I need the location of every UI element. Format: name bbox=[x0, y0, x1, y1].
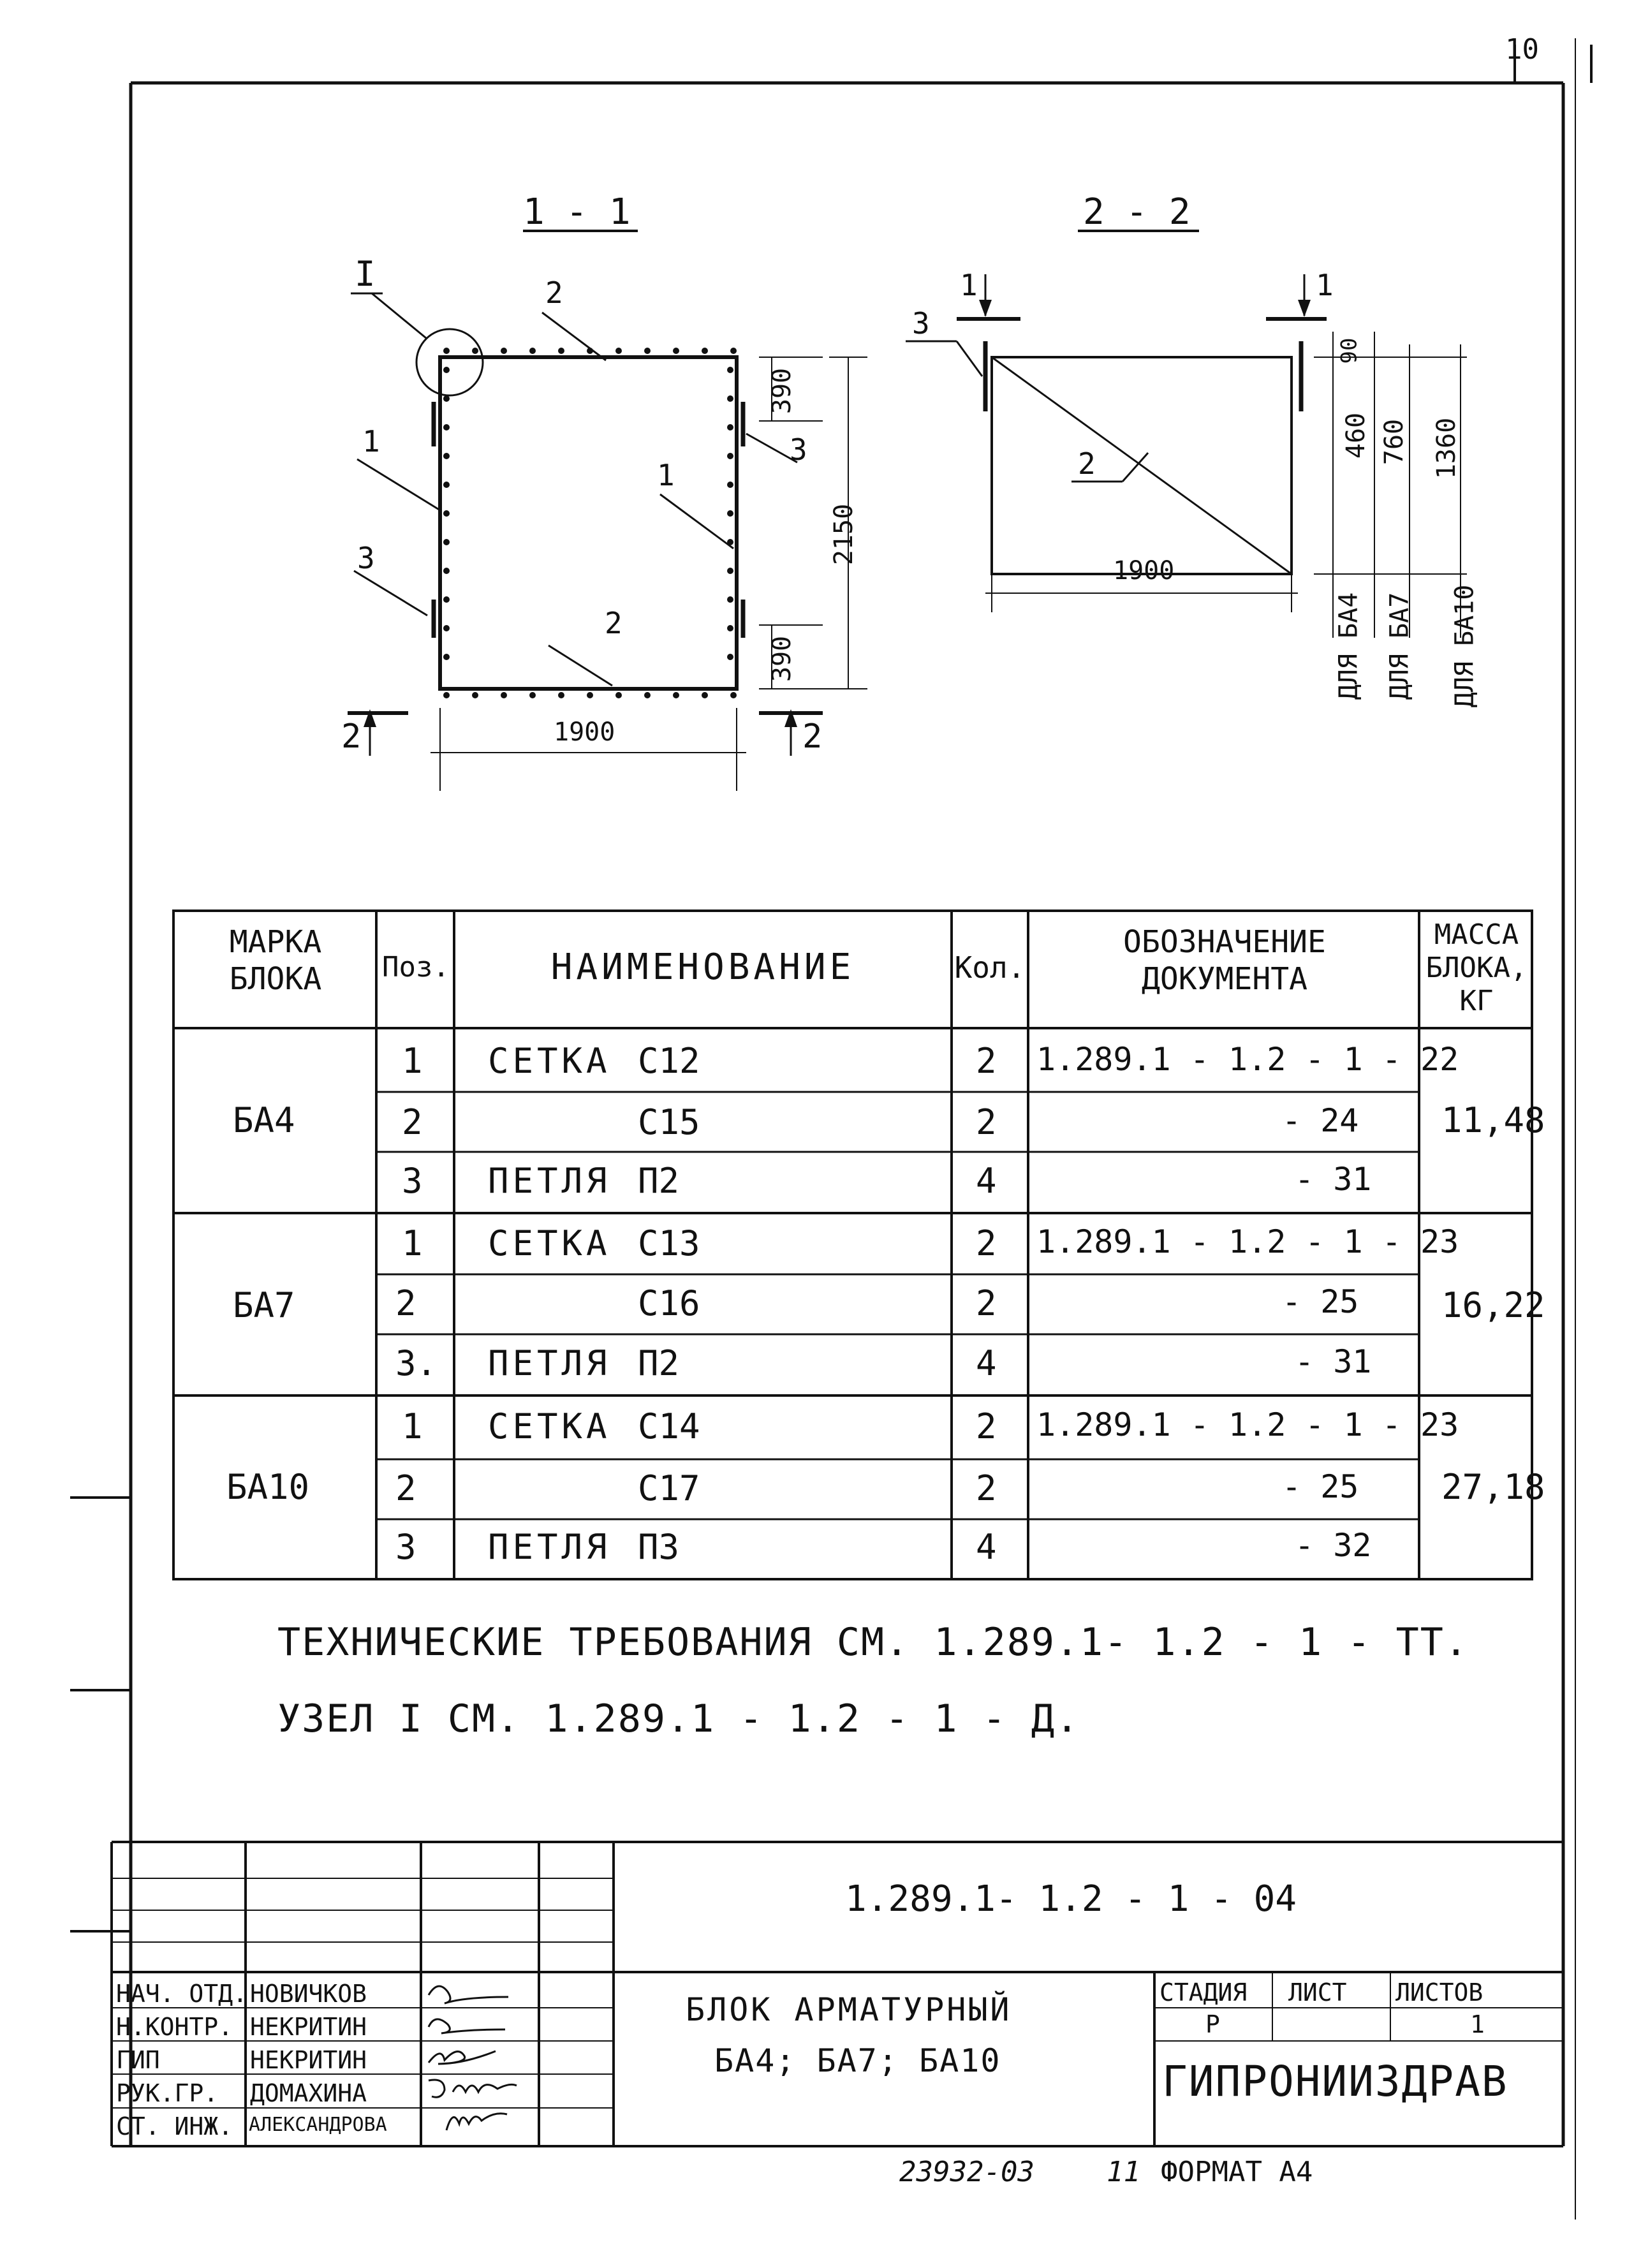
rebar-end bbox=[644, 692, 651, 698]
sheets-label: ЛИСТОВ bbox=[1395, 1978, 1483, 2007]
dim-h2: 460 bbox=[1341, 412, 1371, 459]
row-item: П3 bbox=[638, 1527, 680, 1567]
header-pos: Поз. bbox=[382, 951, 450, 983]
rebar-end bbox=[472, 348, 478, 354]
row-item: С13 bbox=[638, 1223, 700, 1263]
rebar-end bbox=[443, 367, 450, 373]
rebar-end bbox=[727, 568, 733, 574]
block-mark: БА4 bbox=[233, 1100, 295, 1140]
cut-mark: 1 bbox=[960, 268, 978, 302]
row-pos: 3 bbox=[402, 1161, 423, 1201]
row-item: С12 bbox=[638, 1041, 700, 1081]
rebar-end bbox=[443, 654, 450, 660]
rebar-end bbox=[673, 692, 679, 698]
row-qty: 4 bbox=[976, 1527, 997, 1567]
rebar-end bbox=[727, 367, 733, 373]
rebar-end bbox=[443, 692, 450, 698]
rebar-end bbox=[730, 348, 737, 354]
rebar-end bbox=[727, 596, 733, 603]
organization: ГИПРОНИИЗДРАВ bbox=[1162, 2057, 1508, 2106]
rebar-end bbox=[673, 348, 679, 354]
pos-label: 1 bbox=[657, 458, 675, 492]
rebar-end bbox=[727, 510, 733, 517]
row-doc: - 24 bbox=[1282, 1102, 1359, 1139]
rebar-end bbox=[727, 539, 733, 545]
row-item: С16 bbox=[638, 1283, 700, 1323]
dim-width: 1900 bbox=[554, 718, 615, 747]
person-name: ДОМАХИНА bbox=[250, 2079, 367, 2107]
role-label: РУК.ГР. bbox=[116, 2079, 219, 2107]
row-name: ПЕТЛЯ bbox=[488, 1343, 611, 1383]
rebar-end bbox=[644, 348, 651, 354]
header-mass: МАССА БЛОКА, КГ bbox=[1425, 918, 1528, 1017]
row-qty: 2 bbox=[976, 1283, 997, 1323]
header-doc: ОБОЗНАЧЕНИЕ ДОКУМЕНТА bbox=[1123, 924, 1326, 997]
block-mass: 11,48 bbox=[1441, 1100, 1545, 1140]
rebar-end bbox=[443, 568, 450, 574]
role-label: НАЧ. ОТД. bbox=[116, 1980, 247, 2008]
requirement-line: ТЕХНИЧЕСКИЕ ТРЕБОВАНИЯ СМ. 1.289.1- 1.2 - 1 - ТТ. bbox=[277, 1620, 1469, 1665]
row-qty: 4 bbox=[976, 1343, 997, 1383]
row-item: П2 bbox=[638, 1161, 680, 1201]
format-label: ФОРМАТ А4 bbox=[1161, 2156, 1313, 2188]
block-mark: БА10 bbox=[226, 1467, 310, 1507]
row-pos: 2 bbox=[395, 1468, 416, 1508]
row-doc: 1.289.1 - 1.2 - 1 - 23 bbox=[1036, 1406, 1459, 1443]
rebar-end bbox=[443, 395, 450, 402]
rebar-end bbox=[443, 424, 450, 431]
stage-value: Р bbox=[1205, 2010, 1220, 2038]
row-pos: 3 bbox=[395, 1527, 416, 1567]
row-name: ПЕТЛЯ bbox=[488, 1161, 611, 1201]
row-pos: 1 bbox=[402, 1223, 423, 1263]
section-1-title: 1 - 1 bbox=[523, 191, 631, 233]
pos-label: 2 bbox=[1078, 446, 1096, 481]
rebar-end bbox=[529, 692, 536, 698]
row-doc: - 32 bbox=[1295, 1527, 1372, 1564]
sheet-label: ЛИСТ bbox=[1288, 1978, 1347, 2007]
header-qty: Кол. bbox=[954, 950, 1026, 985]
row-doc: - 25 bbox=[1282, 1283, 1359, 1320]
rebar-end bbox=[727, 424, 733, 431]
dim-h3: 760 bbox=[1380, 418, 1410, 466]
row-pos: 2 bbox=[395, 1283, 416, 1323]
rebar-end bbox=[615, 692, 622, 698]
cut-mark: 2 bbox=[802, 718, 823, 756]
rebar-end bbox=[702, 692, 708, 698]
row-pos: 1 bbox=[402, 1406, 423, 1447]
dim-h4: 1360 bbox=[1432, 417, 1462, 480]
pos-label: 2 bbox=[545, 276, 563, 310]
pos-label: 3 bbox=[790, 432, 807, 467]
dim-loop-offset: 390 bbox=[767, 635, 797, 682]
title-line-2: БА4; БА7; БА10 bbox=[714, 2042, 1001, 2079]
row-doc: - 31 bbox=[1295, 1343, 1372, 1380]
rebar-end bbox=[443, 625, 450, 631]
title-line-1: БЛОК АРМАТУРНЫЙ bbox=[686, 1991, 1012, 2028]
person-name: НЕКРИТИН bbox=[250, 2046, 367, 2074]
row-doc: - 25 bbox=[1282, 1468, 1359, 1505]
sheets-value: 1 bbox=[1470, 2010, 1485, 2038]
pos-label: 2 bbox=[605, 606, 622, 640]
block-label: ДЛЯ БА10 bbox=[1450, 584, 1480, 708]
row-name: СЕТКА bbox=[488, 1041, 611, 1081]
sheet-number: 10 bbox=[1505, 33, 1539, 66]
dim-width: 1900 bbox=[1113, 556, 1175, 585]
row-item: С14 bbox=[638, 1406, 700, 1447]
rebar-end bbox=[727, 654, 733, 660]
row-qty: 2 bbox=[976, 1041, 997, 1081]
row-doc: 1.289.1 - 1.2 - 1 - 23 bbox=[1036, 1223, 1459, 1260]
block-label: ДЛЯ БА7 bbox=[1385, 592, 1415, 700]
rebar-end bbox=[529, 348, 536, 354]
inventory-number: 23932-03 bbox=[899, 2156, 1034, 2188]
row-item: С15 bbox=[638, 1102, 700, 1142]
pos-label: 3 bbox=[357, 541, 375, 575]
stage-label: СТАДИЯ bbox=[1160, 1978, 1248, 2007]
header-mark: МАРКА БЛОКА bbox=[229, 924, 322, 997]
person-name: НОВИЧКОВ bbox=[250, 1980, 367, 2008]
block-label: ДЛЯ БА4 bbox=[1334, 592, 1364, 700]
rebar-end bbox=[727, 453, 733, 459]
row-pos: 1 bbox=[402, 1041, 423, 1081]
rebar-end bbox=[558, 692, 564, 698]
rebar-end bbox=[587, 692, 593, 698]
row-qty: 2 bbox=[976, 1468, 997, 1508]
rebar-end bbox=[727, 625, 733, 631]
row-name: СЕТКА bbox=[488, 1223, 611, 1263]
row-doc: 1.289.1 - 1.2 - 1 - 22 bbox=[1036, 1041, 1459, 1078]
cut-mark: 1 bbox=[1316, 268, 1334, 302]
requirement-line: УЗЕЛ I СМ. 1.289.1 - 1.2 - 1 - Д. bbox=[277, 1697, 1080, 1741]
rebar-end bbox=[443, 539, 450, 545]
dim-height: 2150 bbox=[829, 503, 859, 566]
row-pos: 2 bbox=[402, 1102, 423, 1142]
rebar-dots bbox=[443, 348, 737, 698]
rebar-end bbox=[501, 348, 507, 354]
row-qty: 2 bbox=[976, 1102, 997, 1142]
row-qty: 2 bbox=[976, 1223, 997, 1263]
rebar-end bbox=[727, 395, 733, 402]
role-label: ГИП bbox=[116, 2046, 160, 2074]
rebar-end bbox=[587, 348, 593, 354]
row-item: П2 bbox=[638, 1343, 680, 1383]
row-doc: - 31 bbox=[1295, 1161, 1372, 1198]
person-name: АЛЕКСАНДРОВА bbox=[249, 2114, 387, 2136]
doc-code: 1.289.1- 1.2 - 1 - 04 bbox=[845, 1878, 1297, 1920]
rebar-end bbox=[615, 348, 622, 354]
block-mark: БА7 bbox=[233, 1285, 295, 1325]
rebar-end bbox=[443, 453, 450, 459]
rebar-end bbox=[443, 596, 450, 603]
row-qty: 4 bbox=[976, 1161, 997, 1201]
role-label: СТ. ИНЖ. bbox=[116, 2112, 233, 2140]
rebar-end bbox=[730, 692, 737, 698]
node-mark: I bbox=[355, 254, 376, 294]
header-name: НАИМЕНОВАНИЕ bbox=[550, 946, 855, 988]
block-mass: 16,22 bbox=[1441, 1285, 1545, 1325]
page-number: 11 bbox=[1107, 2156, 1140, 2188]
row-name: ПЕТЛЯ bbox=[488, 1527, 611, 1567]
person-name: НЕКРИТИН bbox=[250, 2013, 367, 2041]
pos-label: 3 bbox=[912, 306, 930, 341]
rebar-end bbox=[443, 482, 450, 488]
rebar-end bbox=[727, 482, 733, 488]
pos-label: 1 bbox=[362, 424, 380, 459]
rebar-end bbox=[443, 348, 450, 354]
rebar-end bbox=[702, 348, 708, 354]
dim-h1: 90 bbox=[1336, 337, 1362, 364]
row-pos: 3. bbox=[395, 1343, 438, 1383]
rebar-end bbox=[558, 348, 564, 354]
row-item: С17 bbox=[638, 1468, 700, 1508]
row-name: СЕТКА bbox=[488, 1406, 611, 1447]
rebar-end bbox=[472, 692, 478, 698]
dim-loop-offset: 390 bbox=[767, 367, 797, 415]
rebar-end bbox=[501, 692, 507, 698]
section-2-title: 2 - 2 bbox=[1083, 191, 1191, 233]
block-mass: 27,18 bbox=[1441, 1467, 1545, 1507]
cut-mark: 2 bbox=[341, 718, 362, 756]
rebar-end bbox=[443, 510, 450, 517]
row-qty: 2 bbox=[976, 1406, 997, 1447]
role-label: Н.КОНТР. bbox=[116, 2013, 233, 2041]
